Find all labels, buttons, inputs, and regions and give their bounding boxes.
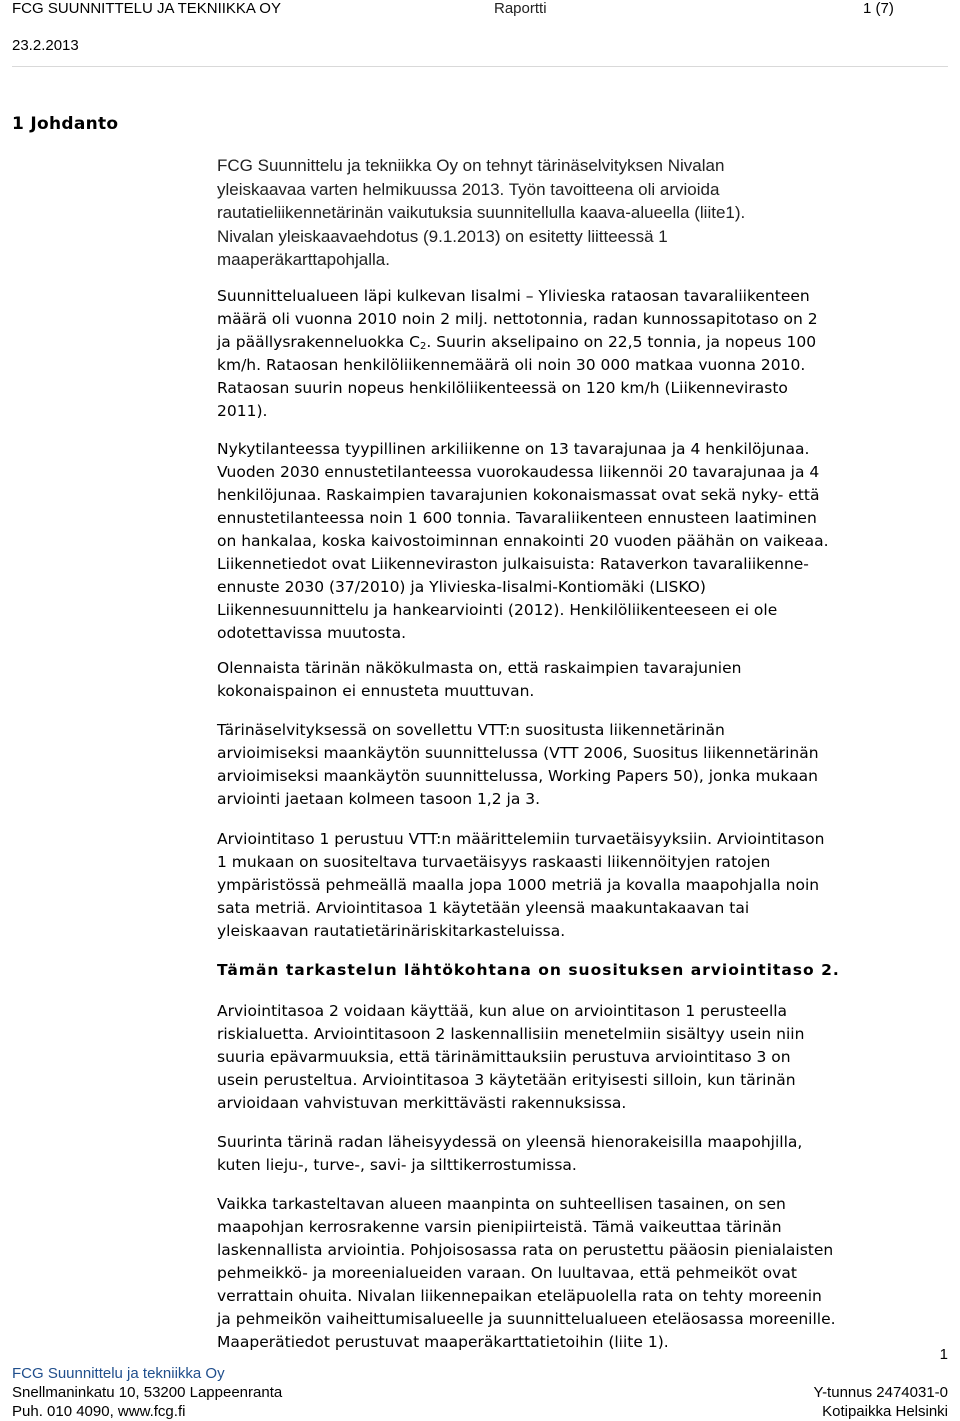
paragraph-intro: FCG Suunnittelu ja tekniikka Oy on tehnyt tärinäselvityksen Nivalan yleiskaavaa varten helmikuussa 2013. Työn tavoitteena oli arvioida rautatieliikennetärinän vaikutuksia suunnitellulla kaava-alueella (liite1). Nivalan yleiskaavaehdotus (9.1.2013) on esitetty liitteessä 1 maaperäkarttapohjalla.	[217, 156, 746, 269]
footer-domicile: Kotipaikka Helsinki	[822, 1403, 948, 1420]
paragraph-heaviest-trains: Olennaista tärinän näkökulmasta on, että raskaimpien tavarajunien kokonaispainon ei ennusteta muuttuvan.	[217, 659, 742, 700]
paragraph-starting-point: Tämän tarkastelun lähtökohtana on suosituksen arviointitaso 2.	[217, 961, 840, 979]
header-document-type: Raportti	[494, 0, 547, 17]
footer-address: Snellmaninkatu 10, 53200 Lappeenranta	[12, 1384, 283, 1401]
paragraph-traffic-volume-part1: Suunnittelualueen läpi kulkevan Iisalmi – Ylivieska rataosan tavaraliikenteen määrä oli vuonna 2010 noin 2 milj. nettotonnia, radan kunnossapitotaso on 2 ja päällysrakenneluokka C	[217, 287, 818, 351]
paragraph-train-counts: Nykytilanteessa tyypillinen arkiliikenne on 13 tavarajunaa ja 4 henkilöjunaa. Vuoden 2030 ennustetilanteessa vuorokaudessa liikennöi 20 tavarajunaa ja 4 henkilöjunaa. Raskaimpien tavarajunien kokonaismassat ovat sekä nyky- että ennustetilanteessa noin 1 600 tonnia. Tavaraliikenteen ennusteen laatiminen on hankalaa, koska kaivostoiminnan ennakointi 20 vuoden päähän on vaikeaa. Liikennetiedot ovat Liikenneviraston julkaisuista: Rataverkon tavaraliikenne- ennuste 2030 (37/2010) ja Ylivieska-Iisalmi-Kontiomäki (LISKO) Liikennesuunnittelu ja hankearviointi (2012). Henkilöliikenteeseen ei ole odotettavissa muutosta.	[217, 440, 829, 642]
paragraph-ground-structure: Vaikka tarkasteltavan alueen maanpinta on suhteellisen tasainen, on sen maapohjan kerrosrakenne varsin pienipiirteistä. Tämä vaikeuttaa tärinän laskennallista arviointia. Pohjoisosassa rata on perustettu pääosin pienialaisten pehmeikkö- ja moreenialueiden varaan. On luultavaa, että pehmeiköt ovat verrattain ohuita. Nivalan liikennepaikan eteläpuolella rata on tehty moreenin ja pehmeikön vaiheittumisalueelle ja suunnittelualueen eteläosassa moreenille. Maaperätiedot perustuvat maaperäkarttatietoihin (liite 1).	[217, 1195, 836, 1351]
footer-contact: Puh. 010 4090, www.fcg.fi	[12, 1403, 186, 1420]
paragraph-level-2: Arviointitasoa 2 voidaan käyttää, kun alue on arviointitason 1 perusteella riskialuetta. Arviointitasoon 2 laskennallisiin menetelmiin sisältyy usein niin suuria epävarmuuksia, että tärinämittauksiin perustuva arviointitaso 3 on usein perusteltua. Arviointitasoa 3 käytetään erityisesti silloin, kun tärinän arvioidaan vahvistuvan merkittävästi rakennuksissa.	[217, 1002, 805, 1112]
paragraph-vtt-recommendation: Tärinäselvityksessä on sovellettu VTT:n suositusta liikennetärinän arvioimiseksi maankäytön suunnittelussa (VTT 2006, Suositus liikennetärinän arvioimiseksi maankäytön suunnittelussa, Working Papers 50), jonka mukaan arviointi jaetaan kolmeen tasoon 1,2 ja 3.	[217, 721, 819, 808]
class-subscript: 2	[419, 341, 427, 352]
header-page-count: 1 (7)	[863, 0, 894, 17]
header-company: FCG SUUNNITTELU JA TEKNIIKKA OY	[12, 0, 281, 17]
footer-business-id: Y-tunnus 2474031-0	[813, 1384, 948, 1401]
section-title: 1 Johdanto	[12, 114, 119, 134]
paragraph-level-1: Arviointitaso 1 perustuu VTT:n määrittelemiin turvaetäisyyksiin. Arviointitason 1 mukaan on suositeltava turvaetäisyys raskaasti liikennöityjen ratojen ympäristössä pehmeällä maalla jopa 1000 metriä ja kovalla maapohjalla noin sata metriä. Arviointitasoa 1 käytetään yleensä maakuntakaavan tai yleiskaavan rautatietärinäriskitarkasteluissa.	[217, 830, 825, 940]
footer-company: FCG Suunnittelu ja tekniikka Oy	[12, 1365, 225, 1382]
footer-page-number: 1	[939, 1346, 948, 1363]
paragraph-soil-vibration: Suurinta tärinä radan läheisyydessä on yleensä hienorakeisilla maapohjilla, kuten lieju-, turve-, savi- ja silttikerrostumissa.	[217, 1133, 803, 1174]
paragraph-traffic-volume-part2: . Suurin akselipaino on 22,5 tonnia, ja nopeus 100 km/h. Rataosan henkilöliikennemäärä oli noin 30 000 matkaa vuonna 2010. Rataosan suurin nopeus henkilöliikenteessä on 120 km/h (Liikennevirasto 2011).	[217, 333, 817, 420]
paragraph-traffic-volume	[217, 285, 952, 423]
header-date: 23.2.2013	[12, 37, 79, 54]
header-divider	[12, 66, 948, 67]
